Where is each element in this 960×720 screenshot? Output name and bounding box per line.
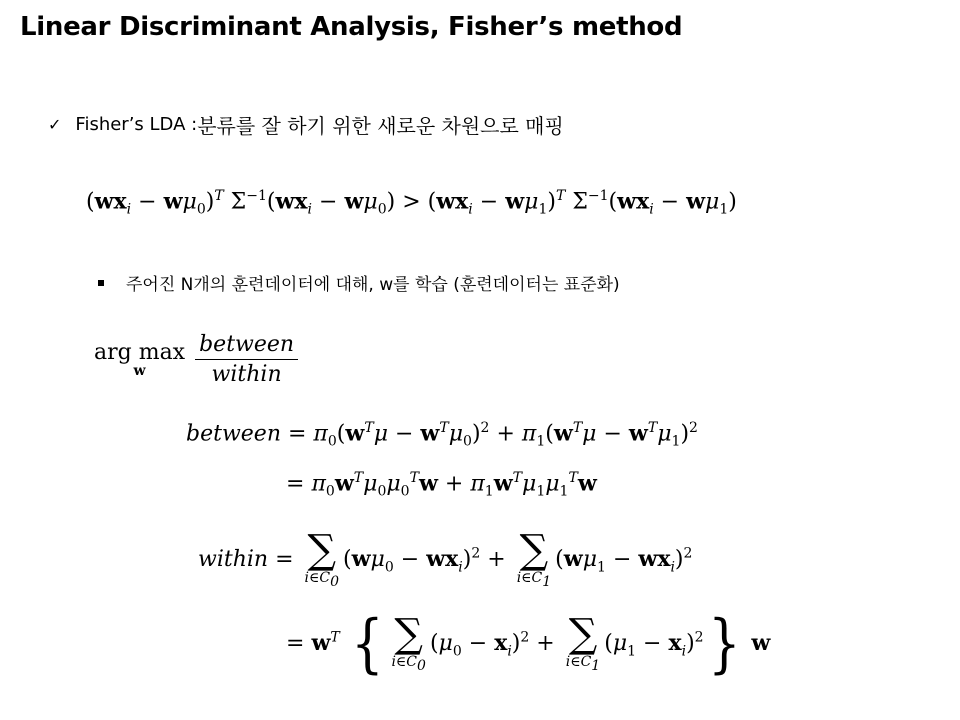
bullet-training (98, 270, 620, 295)
equation-within-2: = $w^T$ { ∑ $i\in C_0$ $(\mu_0 - x_i)^2$ + ∑ $i\in C_1$ $(\mu_1 - x_i)^2$} w (286, 607, 771, 681)
bullet-prefix: Fisher’s LDA : (75, 114, 198, 135)
equation-between-2: = $\pi_0w^T\mu_0\mu_0^Tw + \pi_1w^T\mu_1\mu_1^Tw$ (286, 470, 597, 500)
bullet-fisher-lda (48, 110, 564, 139)
slide-title: Linear Discriminant Analysis, Fisher’s method (20, 12, 683, 42)
bullet-training-text: 주어진 N개의 훈련데이터에 대해, w를 학습 (훈련데이터는 표준화) (126, 275, 620, 295)
equation-within-1: within = ∑ $i\in C_0$ $(w\mu_0 - wx_i)^2$ + ∑ $i\in C_1$ $(w\mu_1 - wx_i)^2$ (198, 527, 693, 590)
equation-between-1: between = $\pi_0(w^T\mu - w^T\mu_0)^2 + \pi_1(w^T\mu - w^T\mu_1)^2$ (186, 420, 698, 450)
check-icon: ✓ (48, 115, 62, 134)
square-bullet-icon (98, 280, 104, 286)
bullet-korean-text: 분류를 잘 하기 위한 새로운 차원으로 매핑 (197, 114, 564, 138)
equation-inequality: $(wx_i - w\mu_0)^T$ $\Sigma^{-1}(wx_i - w\mu_0) > (wx_i - w\mu_1)^T$ $\Sigma^{-1}(wx_i - w\mu_1)$ (86, 188, 737, 218)
equation-argmax: arg max w $\frac{\text{between}}{\text{within}}$ (94, 332, 302, 387)
